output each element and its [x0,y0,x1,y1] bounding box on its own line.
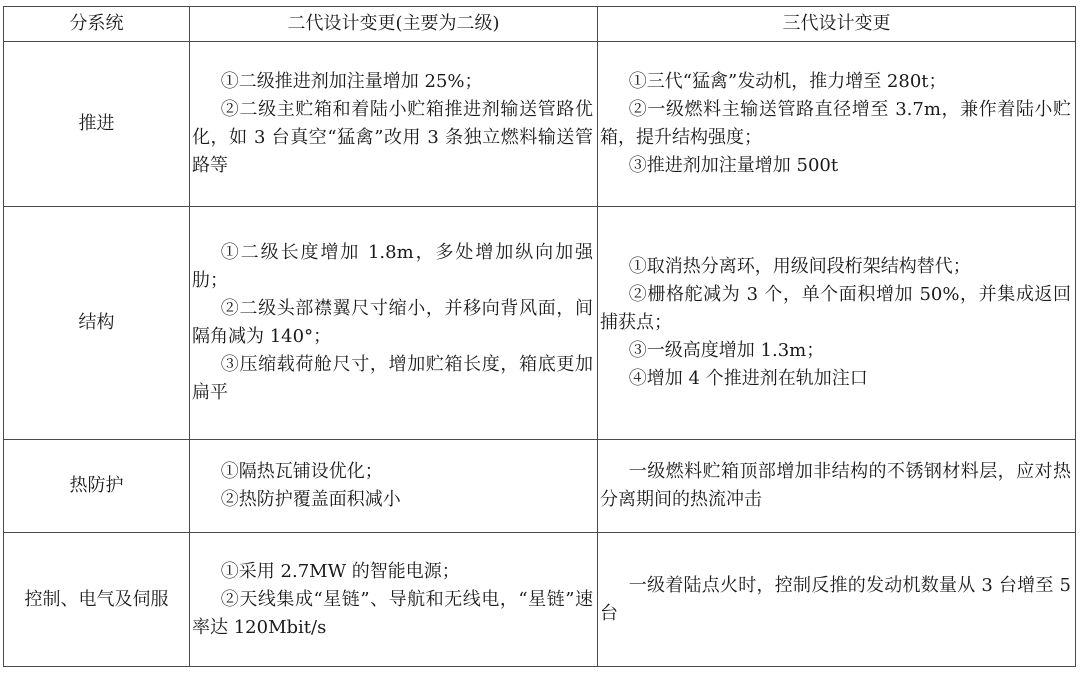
change-item: ②一级燃料主输送管路直径增至 3.7m，兼作着陆小贮箱，提升结构强度； [600,99,1071,148]
change-item: ③一级高度增加 1.3m； [628,340,825,361]
change-item: ②二级主贮箱和着陆小贮箱推进剂输送管路优化，如 3 台真空“猛禽”改用 3 条独立燃料输送管路等 [192,99,593,176]
change-item: ②天线集成“星链”、导航和无线电，“星链”速率达 120Mbit/s [192,588,593,638]
change-item: ①取消热分离环，用级间段桁架结构替代； [628,256,971,277]
gen2-changes-cell [190,42,598,207]
table-header-row [4,7,1076,42]
table-row [4,533,1076,667]
change-item: ①采用 2.7MW 的智能电源； [220,560,460,582]
table-row [4,207,1076,440]
change-item: 一级燃料贮箱顶部增加非结构的不锈钢材料层，应对热分离期间的热流冲击 [600,461,1071,510]
header-subsystem: 分系统 [4,7,190,42]
change-item: 一级着陆点火时，控制反推的发动机数量从 3 台增至 5 台 [600,574,1071,624]
header-gen3-changes: 三代设计变更 [598,7,1076,42]
gen3-changes-cell [598,533,1076,667]
change-item: ②热防护覆盖面积减小 [220,489,401,510]
table-row [4,42,1076,207]
gen3-changes-cell [598,42,1076,207]
subsystem-cell: 控制、电气及伺服 [4,533,190,667]
gen2-changes-cell [190,207,598,440]
change-item: ①三代“猛禽”发动机，推力增至 280t； [628,71,947,92]
gen3-changes-cell [598,207,1076,440]
table-row [4,440,1076,533]
subsystem-cell: 结构 [4,207,190,440]
gen2-changes-cell [190,440,598,533]
change-item: ①隔热瓦铺设优化； [220,461,383,482]
change-item: ②二级头部襟翼尺寸缩小，并移向背风面，间隔角减为 140°； [192,298,593,347]
design-change-table [3,6,1076,667]
subsystem-cell: 推进 [4,42,190,207]
change-item: ②栅格舵减为 3 个，单个面积增加 50%，并集成返回捕获点； [600,284,1071,333]
change-item: ①二级长度增加 1.8m，多处增加纵向加强肋； [192,242,593,291]
subsystem-cell: 热防护 [4,440,190,533]
gen2-changes-cell [190,533,598,667]
change-item: ④增加 4 个推进剂在轨加注口 [628,368,868,389]
change-item: ③压缩载荷舱尺寸，增加贮箱长度，箱底更加扁平 [192,354,593,403]
gen3-changes-cell [598,440,1076,533]
change-item: ③推进剂加注量增加 500t [628,155,839,176]
change-item: ①二级推进剂加注量增加 25%； [220,71,483,92]
header-gen2-changes: 二代设计变更(主要为二级) [190,7,598,42]
